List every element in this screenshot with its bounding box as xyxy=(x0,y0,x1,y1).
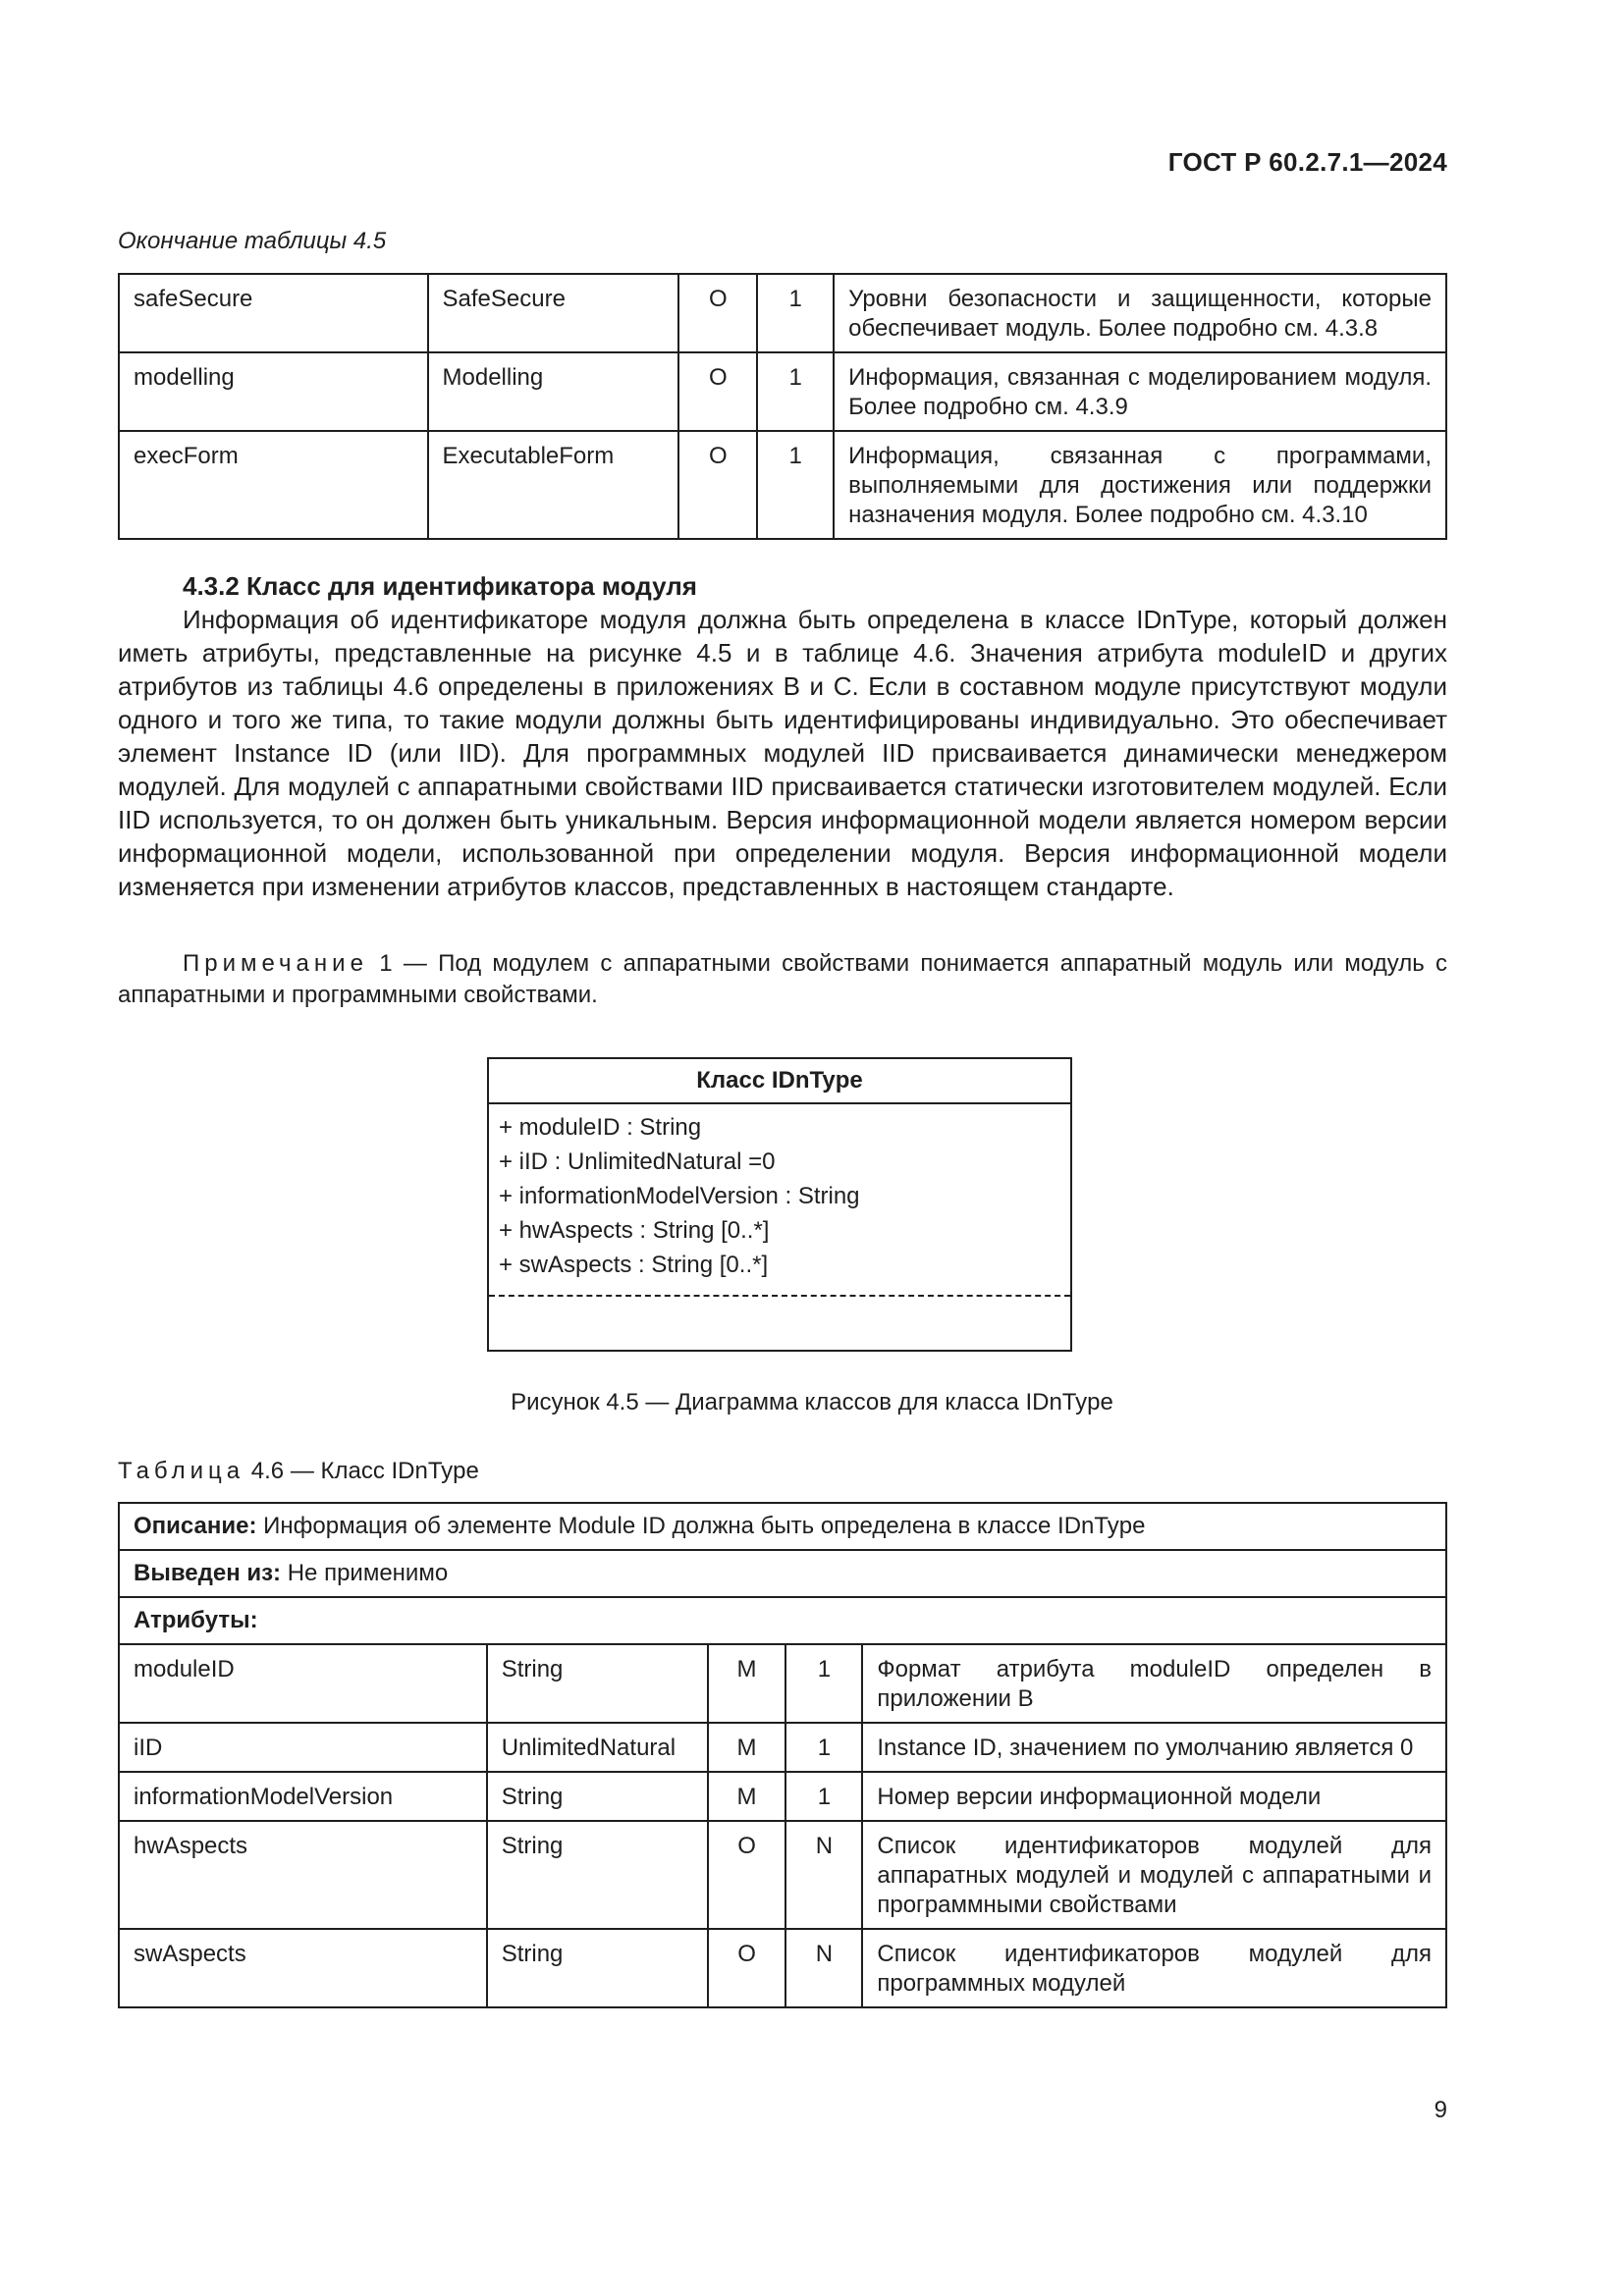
attribute-description: Список идентификаторов модулей для программных модулей xyxy=(862,1929,1446,2007)
table-row xyxy=(119,1929,1446,2007)
attribute-name: modelling xyxy=(119,352,428,431)
attribute-type: UnlimitedNatural xyxy=(487,1723,708,1772)
note-label: Примечание xyxy=(183,950,368,977)
attributes-header-row xyxy=(119,1597,1446,1644)
attribute-type: SafeSecure xyxy=(428,274,679,352)
attribute-multiplicity: N xyxy=(785,1929,862,2007)
attribute-obligation: O xyxy=(708,1821,786,1929)
attribute-obligation: O xyxy=(678,431,757,539)
table-row xyxy=(119,1644,1446,1723)
description-cell xyxy=(119,1503,1446,1550)
attribute-multiplicity: N xyxy=(785,1821,862,1929)
uml-class-title: Класс IDnType xyxy=(489,1059,1070,1104)
attribute-obligation: M xyxy=(708,1772,786,1821)
derived-label: Выведен из: xyxy=(134,1560,282,1586)
figure-caption: Рисунок 4.5 — Диаграмма классов для класса IDnType xyxy=(511,1389,1113,1415)
attribute-name: informationModelVersion xyxy=(119,1772,487,1821)
section-heading: 4.3.2 Класс для идентификатора модуля xyxy=(183,571,697,601)
description-label: Описание: xyxy=(134,1513,257,1539)
uml-attribute: + moduleID : String xyxy=(499,1114,702,1141)
attribute-description: Список идентификаторов модулей для аппаратных модулей и модулей с аппаратными и программными свойствами xyxy=(862,1821,1446,1929)
derived-row xyxy=(119,1550,1446,1597)
attribute-type: String xyxy=(487,1772,708,1821)
attribute-name: execForm xyxy=(119,431,428,539)
attribute-type: String xyxy=(487,1644,708,1723)
note-text: 1 — Под модулем с аппаратными свойствами понимается аппаратный модуль или модуль с аппаратными и программными свойствами. xyxy=(118,950,1448,1008)
attribute-description: Формат атрибута moduleID определен в приложении B xyxy=(862,1644,1446,1723)
page-number: 9 xyxy=(1434,2097,1447,2123)
attribute-obligation: O xyxy=(678,352,757,431)
uml-attribute: + iID : UnlimitedNatural =0 xyxy=(499,1148,776,1175)
attribute-obligation: O xyxy=(678,274,757,352)
table-row xyxy=(119,1772,1446,1821)
description-text: Информация об элементе Module ID должна быть определена в классе IDnType xyxy=(263,1513,1146,1539)
table-4-5-continuation-caption: Окончание таблицы 4.5 xyxy=(118,228,387,254)
uml-operations-separator xyxy=(489,1295,1070,1297)
attribute-multiplicity: 1 xyxy=(757,274,834,352)
derived-text: Не применимо xyxy=(287,1560,449,1586)
attribute-type: Modelling xyxy=(428,352,679,431)
table-4-5 xyxy=(118,273,1447,540)
attribute-description: Информация, связанная с моделированием модуля. Более подробно см. 4.3.9 xyxy=(834,352,1446,431)
derived-cell xyxy=(119,1550,1446,1597)
table-4-6-caption xyxy=(118,1458,479,1485)
attribute-obligation: M xyxy=(708,1644,786,1723)
attributes-label: Атрибуты: xyxy=(134,1607,258,1633)
table-row xyxy=(119,274,1446,352)
table-row xyxy=(119,1821,1446,1929)
attribute-description: Instance ID, значением по умолчанию является 0 xyxy=(862,1723,1446,1772)
attribute-description: Уровни безопасности и защищенности, которые обеспечивает модуль. Более подробно см. 4.3.8 xyxy=(834,274,1446,352)
attribute-name: moduleID xyxy=(119,1644,487,1723)
note-paragraph xyxy=(118,948,1447,1011)
attribute-name: hwAspects xyxy=(119,1821,487,1929)
attribute-name: swAspects xyxy=(119,1929,487,2007)
table-row xyxy=(119,1723,1446,1772)
attribute-name: safeSecure xyxy=(119,274,428,352)
uml-attribute: + hwAspects : String [0..*] xyxy=(499,1217,770,1244)
description-row xyxy=(119,1503,1446,1550)
attribute-obligation: M xyxy=(708,1723,786,1772)
table-caption-label: Таблица xyxy=(118,1458,245,1484)
attribute-description: Информация, связанная с программами, выполняемыми для достижения или поддержки назначения модуля. Более подробно см. 4.3.10 xyxy=(834,431,1446,539)
table-row xyxy=(119,431,1446,539)
attribute-type: String xyxy=(487,1929,708,2007)
standard-code: ГОСТ Р 60.2.7.1—2024 xyxy=(1167,147,1447,177)
attribute-multiplicity: 1 xyxy=(785,1723,862,1772)
table-4-6 xyxy=(118,1502,1447,2008)
attribute-name: iID xyxy=(119,1723,487,1772)
attributes-header-cell xyxy=(119,1597,1446,1644)
uml-attribute-list xyxy=(499,1110,860,1282)
uml-attribute: + informationModelVersion : String xyxy=(499,1183,860,1209)
attribute-multiplicity: 1 xyxy=(757,431,834,539)
attribute-multiplicity: 1 xyxy=(785,1772,862,1821)
attribute-description: Номер версии информационной модели xyxy=(862,1772,1446,1821)
table-caption-text: 4.6 — Класс IDnType xyxy=(250,1458,479,1484)
attribute-type: ExecutableForm xyxy=(428,431,679,539)
table-row xyxy=(119,352,1446,431)
section-body-paragraph: Информация об идентификаторе модуля должна быть определена в классе IDnType, который должен иметь атрибуты, представленные на рисунке 4.5 и в таблице 4.6. Значения атрибута moduleID и других атрибутов из таблицы 4.6 определены в приложениях B и C. Если в составном модуле присутствуют модули одного и того же типа, то такие модули должны быть идентифицированы индивидуально. Это обеспечивает элемент Instance ID (или IID). Для программных модулей IID присваивается динамически менеджером модулей. Для модулей с аппаратными свойствами IID присваивается статически изготовителем модулей. Если IID используется, то он должен быть уникальным. Версия информационной модели является номером версии информационной модели, использованной при определении модуля. Версия информационной модели изменяется при изменении атрибутов классов, представленных в настоящем стандарте. xyxy=(118,605,1447,901)
uml-attribute: + swAspects : String [0..*] xyxy=(499,1252,769,1278)
uml-class-diagram xyxy=(487,1057,1072,1352)
attribute-multiplicity: 1 xyxy=(785,1644,862,1723)
attribute-multiplicity: 1 xyxy=(757,352,834,431)
attribute-type: String xyxy=(487,1821,708,1929)
attribute-obligation: O xyxy=(708,1929,786,2007)
